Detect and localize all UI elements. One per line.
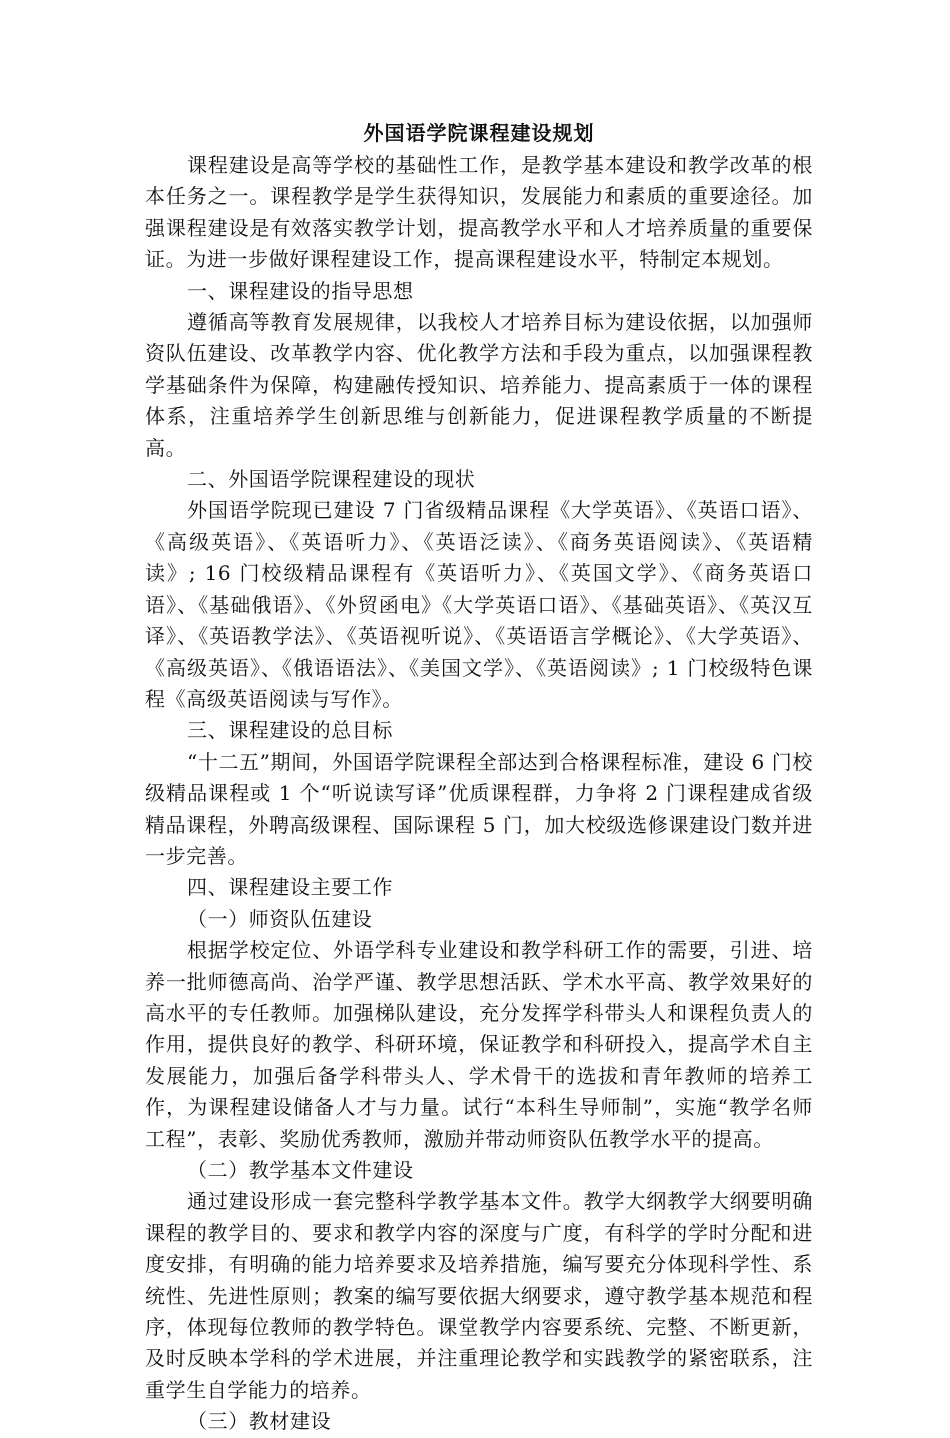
section-heading-3: 三、课程建设的总目标: [187, 718, 393, 743]
section-heading-4: 四、课程建设主要工作: [187, 875, 393, 900]
subsection-body-1: 根据学校定位、外语学科专业建设和教学科研工作的需要，引进、培养一批师德高尚、治学严谨、教学思想活跃、学术水平高、教学效果好的高水平的专任教师。加强梯队建设，充分发挥学科带头人和课程负责人的作用，提供良好的教学、科研环境，保证教学和科研投入，提高学术自主发展能力，加强后备学科带头人、学术骨干的选拔和青年教师的培养工作，为课程建设储备人才与力量。试行“本科生导师制”，实施“教学名师工程”，表彰、奖励优秀教师，激励并带动师资队伍教学水平的提高。: [145, 938, 813, 1151]
section-heading-1: 一、课程建设的指导思想: [187, 278, 414, 303]
subsection-heading-2: （二）教学基本文件建设: [187, 1158, 414, 1182]
intro-paragraph: 课程建设是高等学校的基础性工作，是教学基本建设和教学改革的根本任务之一。课程教学是学生获得知识，发展能力和素质的重要途径。加强课程建设是有效落实教学计划，提高教学水平和人才培养质量的重要保证。为进一步做好课程建设工作，提高课程建设水平，特制定本规划。: [145, 153, 813, 272]
section-body-3: “十二五”期间，外国语学院课程全部达到合格课程标准，建设 6 门校级精品课程或 1 个“听说读写译”优质课程群，力争将 2 门课程建成省级精品课程，外聘高级课程、国际课程 5 门，加大校级选修课建设门数并进一步完善。: [145, 749, 813, 868]
section-heading-2: 二、外国语学院课程建设的现状: [187, 467, 476, 492]
section-body-2: 外国语学院现已建设 7 门省级精品课程《大学英语》、《英语口语》、《高级英语》、《英语听力》、《英语泛读》、《商务英语阅读》、《英语精读》; 16 门校级精品课程有《英语听力》、《英国文学》、《商务英语口语》、《基础俄语》、《外贸函电》《大学英语口语》、《基础英语》、《英汉互译》、《英语教学法》、《英语视听说》、《英语语言学概论》、《大学英语》、《高级英语》、《俄语语法》、《美国文学》、《英语阅读》; 1 门校级特色课程《高级英语阅读与写作》。: [145, 498, 813, 711]
subsection-body-2: 通过建设形成一套完整科学教学基本文件。教学大纲教学大纲要明确课程的教学目的、要求和教学内容的深度与广度，有科学的学时分配和进度安排，有明确的能力培养要求及培养措施，编写要充分体现科学性、系统性、先进性原则；教案的编写要依据大纲要求，遵守教学基本规范和程序，体现每位教师的教学特色。课堂教学内容要系统、完整、不断更新，及时反映本学科的学术进展，并注重理论教学和实践教学的紧密联系，注重学生自学能力的培养。: [145, 1189, 813, 1402]
document-page: [145, 118, 813, 1438]
subsection-heading-3: （三）教材建设: [187, 1409, 332, 1434]
document-title: 外国语学院课程建设规划: [363, 121, 595, 145]
subsection-heading-1: （一）师资队伍建设: [187, 906, 373, 931]
section-body-1: 遵循高等教育发展规律，以我校人才培养目标为建设依据，以加强师资队伍建设、改革教学内容、优化教学方法和手段为重点，以加强课程教学基础条件为保障，构建融传授知识、培养能力、提高素质于一体的课程体系，注重培养学生创新思维与创新能力，促进课程教学质量的不断提高。: [145, 310, 813, 460]
